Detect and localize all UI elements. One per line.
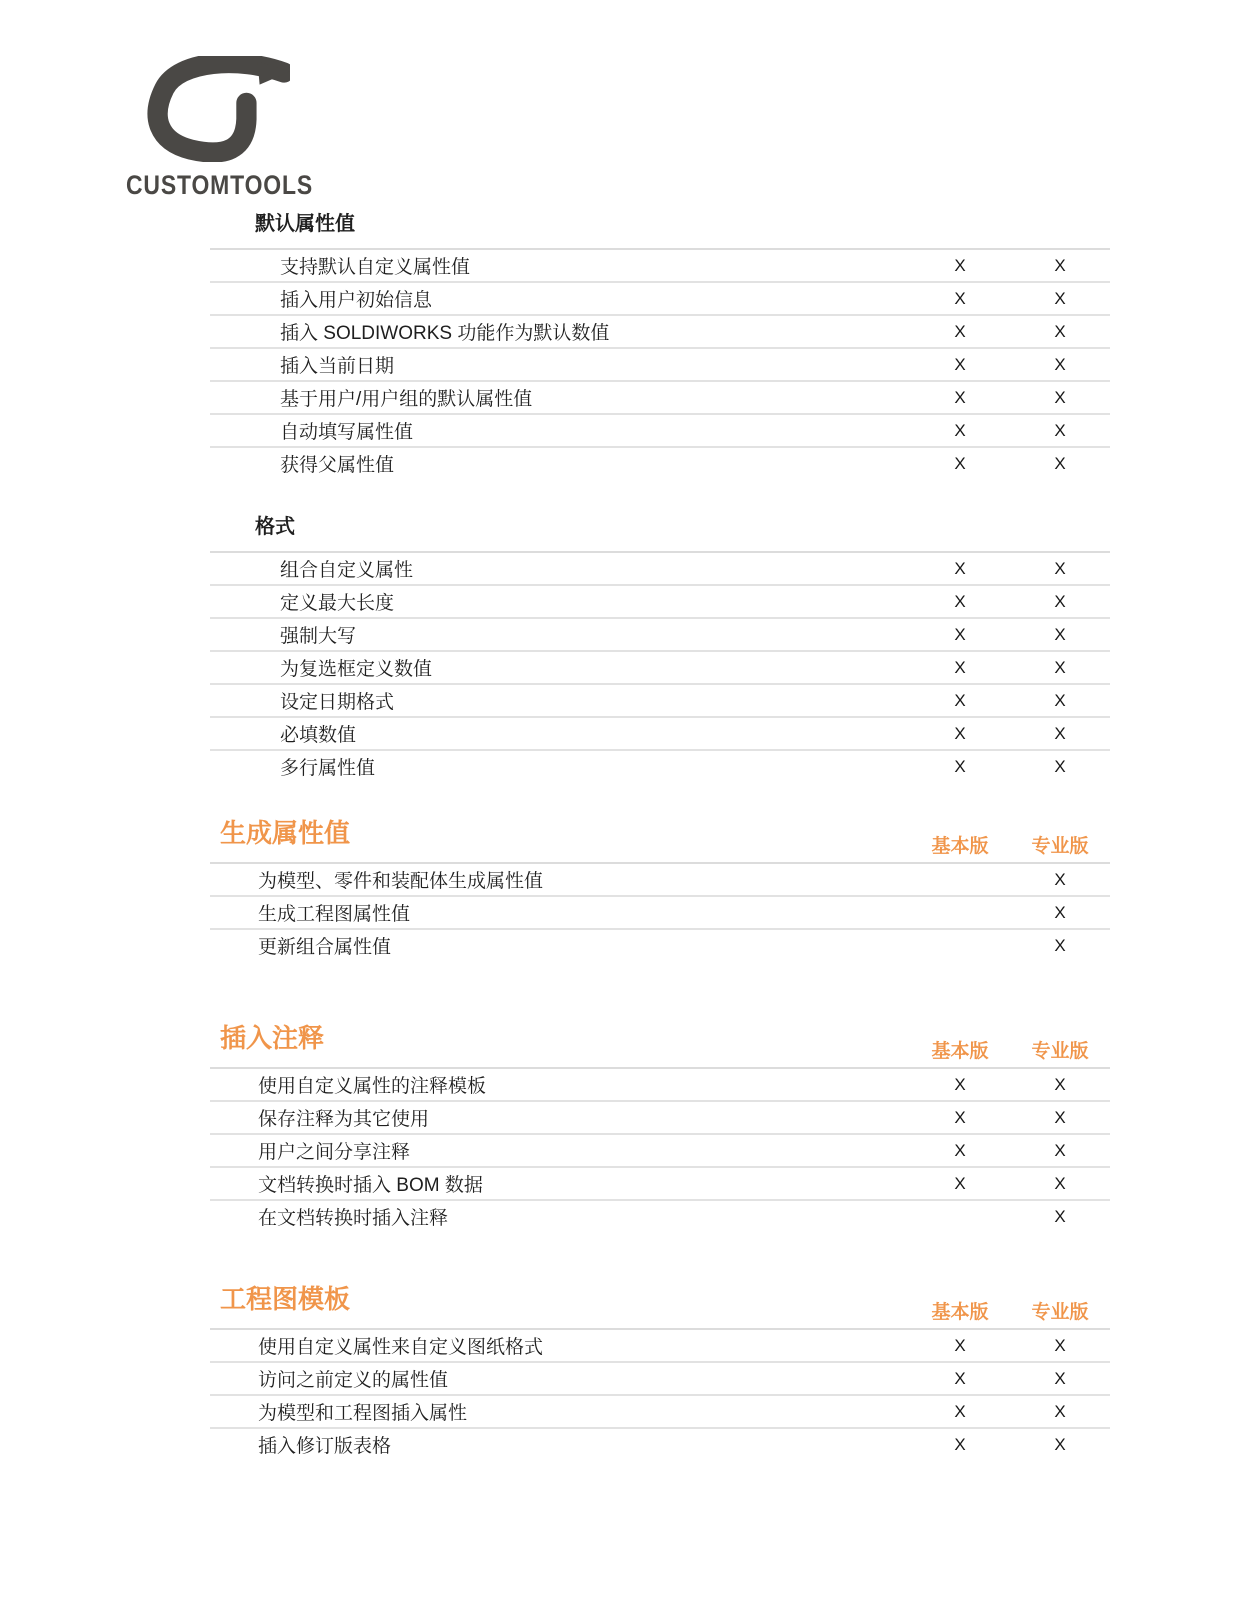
section-header	[210, 1023, 1110, 1069]
section-default-property-values	[210, 212, 1110, 479]
pro-mark: X	[1054, 935, 1066, 955]
feature-label: 支持默认自定义属性值	[280, 257, 471, 278]
basic-mark: X	[954, 558, 966, 578]
brand-wordmark: CUSTOMTOOLS	[126, 170, 314, 200]
feature-row	[210, 448, 1110, 479]
brand-header	[126, 56, 346, 201]
section-rows	[210, 553, 1110, 782]
basic-mark: X	[954, 420, 966, 440]
feature-label: 为模型和工程图插入属性	[258, 1403, 468, 1424]
pro-mark: X	[1054, 1368, 1066, 1388]
pro-mark: X	[1054, 624, 1066, 644]
feature-label: 自动填写属性值	[280, 422, 414, 443]
feature-label: 文档转换时插入 BOM 数据	[258, 1175, 483, 1196]
feature-label: 获得父属性值	[280, 455, 395, 476]
feature-row	[210, 619, 1110, 652]
feature-label: 保存注释为其它使用	[258, 1109, 430, 1130]
feature-comparison-table	[210, 212, 1110, 1460]
feature-row	[210, 751, 1110, 782]
section-rows	[210, 1330, 1110, 1460]
feature-row	[210, 382, 1110, 415]
basic-mark: X	[954, 453, 966, 473]
pro-mark: X	[1054, 657, 1066, 677]
feature-label: 访问之前定义的属性值	[258, 1370, 449, 1391]
basic-mark: X	[954, 657, 966, 677]
feature-row	[210, 1396, 1110, 1429]
section-header	[210, 818, 1110, 864]
feature-label: 插入修订版表格	[258, 1436, 392, 1457]
pro-mark: X	[1054, 1140, 1066, 1160]
feature-label: 为复选框定义数值	[280, 659, 433, 680]
section-generate-property-values	[210, 818, 1110, 961]
basic-mark: X	[954, 1401, 966, 1421]
basic-mark: X	[954, 1140, 966, 1160]
feature-label: 使用自定义属性来自定义图纸格式	[258, 1337, 544, 1358]
pro-mark: X	[1054, 690, 1066, 710]
feature-label: 多行属性值	[280, 758, 376, 779]
feature-row	[210, 1168, 1110, 1201]
feature-row	[210, 250, 1110, 283]
column-headers	[910, 836, 1110, 862]
feature-label: 使用自定义属性的注释模板	[258, 1076, 487, 1097]
pro-mark: X	[1054, 723, 1066, 743]
basic-mark: X	[954, 354, 966, 374]
feature-row	[210, 1069, 1110, 1102]
pro-mark: X	[1054, 255, 1066, 275]
feature-row	[210, 349, 1110, 382]
feature-row	[210, 1330, 1110, 1363]
section-title: 默认属性值	[255, 213, 355, 235]
section-rows	[210, 1069, 1110, 1232]
feature-row	[210, 553, 1110, 586]
feature-row	[210, 1102, 1110, 1135]
feature-label: 插入当前日期	[280, 356, 395, 377]
feature-label: 强制大写	[280, 626, 357, 647]
column-header-pro: 专业版	[1031, 836, 1089, 857]
column-header-basic: 基本版	[931, 1302, 989, 1323]
basic-mark: X	[954, 1074, 966, 1094]
basic-mark: X	[954, 288, 966, 308]
pro-mark: X	[1054, 354, 1066, 374]
section-title: 格式	[255, 516, 295, 538]
basic-mark: X	[954, 1335, 966, 1355]
basic-mark: X	[954, 690, 966, 710]
feature-row	[210, 652, 1110, 685]
pro-mark: X	[1054, 420, 1066, 440]
feature-label: 为模型、零件和装配体生成属性值	[258, 871, 544, 892]
basic-mark: X	[954, 255, 966, 275]
pro-mark: X	[1054, 869, 1066, 889]
basic-mark: X	[954, 591, 966, 611]
feature-row	[210, 897, 1110, 930]
section-drawing-templates	[210, 1284, 1110, 1460]
section-rows	[210, 864, 1110, 961]
pro-mark: X	[1054, 756, 1066, 776]
section-header	[210, 212, 1110, 250]
feature-label: 用户之间分享注释	[258, 1142, 411, 1163]
pro-mark: X	[1054, 1335, 1066, 1355]
feature-label: 在文档转换时插入注释	[258, 1208, 449, 1229]
basic-mark: X	[954, 321, 966, 341]
basic-mark: X	[954, 1173, 966, 1193]
basic-mark: X	[954, 387, 966, 407]
pro-mark: X	[1054, 288, 1066, 308]
column-header-pro: 专业版	[1031, 1302, 1089, 1323]
feature-label: 更新组合属性值	[258, 937, 392, 958]
feature-label: 设定日期格式	[280, 692, 395, 713]
column-headers	[910, 1302, 1110, 1328]
section-insert-annotations	[210, 1023, 1110, 1232]
pro-mark: X	[1054, 558, 1066, 578]
feature-label: 插入 SOLDIWORKS 功能作为默认数值	[280, 323, 610, 344]
basic-mark: X	[954, 756, 966, 776]
pro-mark: X	[1054, 453, 1066, 473]
basic-mark: X	[954, 624, 966, 644]
feature-row	[210, 864, 1110, 897]
feature-label: 必填数值	[280, 725, 357, 746]
column-header-pro: 专业版	[1031, 1041, 1089, 1062]
customtools-logo-icon	[138, 56, 290, 162]
feature-row	[210, 1201, 1110, 1232]
feature-row	[210, 415, 1110, 448]
basic-mark: X	[954, 1107, 966, 1127]
section-title: 插入注释	[220, 1023, 325, 1053]
feature-label: 插入用户初始信息	[280, 290, 433, 311]
feature-label: 定义最大长度	[280, 593, 395, 614]
feature-row	[210, 685, 1110, 718]
basic-mark: X	[954, 723, 966, 743]
feature-row	[210, 316, 1110, 349]
feature-label: 组合自定义属性	[280, 560, 414, 581]
basic-mark: X	[954, 1368, 966, 1388]
feature-row	[210, 718, 1110, 751]
feature-row	[210, 283, 1110, 316]
pro-mark: X	[1054, 591, 1066, 611]
feature-row	[210, 1135, 1110, 1168]
column-headers	[910, 1041, 1110, 1067]
section-title: 工程图模板	[220, 1284, 351, 1314]
section-format	[210, 515, 1110, 782]
feature-label: 生成工程图属性值	[258, 904, 411, 925]
basic-mark: X	[954, 1434, 966, 1454]
feature-row	[210, 930, 1110, 961]
pro-mark: X	[1054, 1206, 1066, 1226]
pro-mark: X	[1054, 902, 1066, 922]
pro-mark: X	[1054, 321, 1066, 341]
section-header	[210, 515, 1110, 553]
feature-row	[210, 586, 1110, 619]
pro-mark: X	[1054, 1401, 1066, 1421]
pro-mark: X	[1054, 1173, 1066, 1193]
feature-row	[210, 1429, 1110, 1460]
section-header	[210, 1284, 1110, 1330]
section-rows	[210, 250, 1110, 479]
pro-mark: X	[1054, 1434, 1066, 1454]
column-header-basic: 基本版	[931, 1041, 989, 1062]
pro-mark: X	[1054, 387, 1066, 407]
feature-label: 基于用户/用户组的默认属性值	[280, 389, 533, 410]
feature-row	[210, 1363, 1110, 1396]
pro-mark: X	[1054, 1107, 1066, 1127]
column-header-basic: 基本版	[931, 836, 989, 857]
section-title: 生成属性值	[220, 818, 351, 848]
pro-mark: X	[1054, 1074, 1066, 1094]
